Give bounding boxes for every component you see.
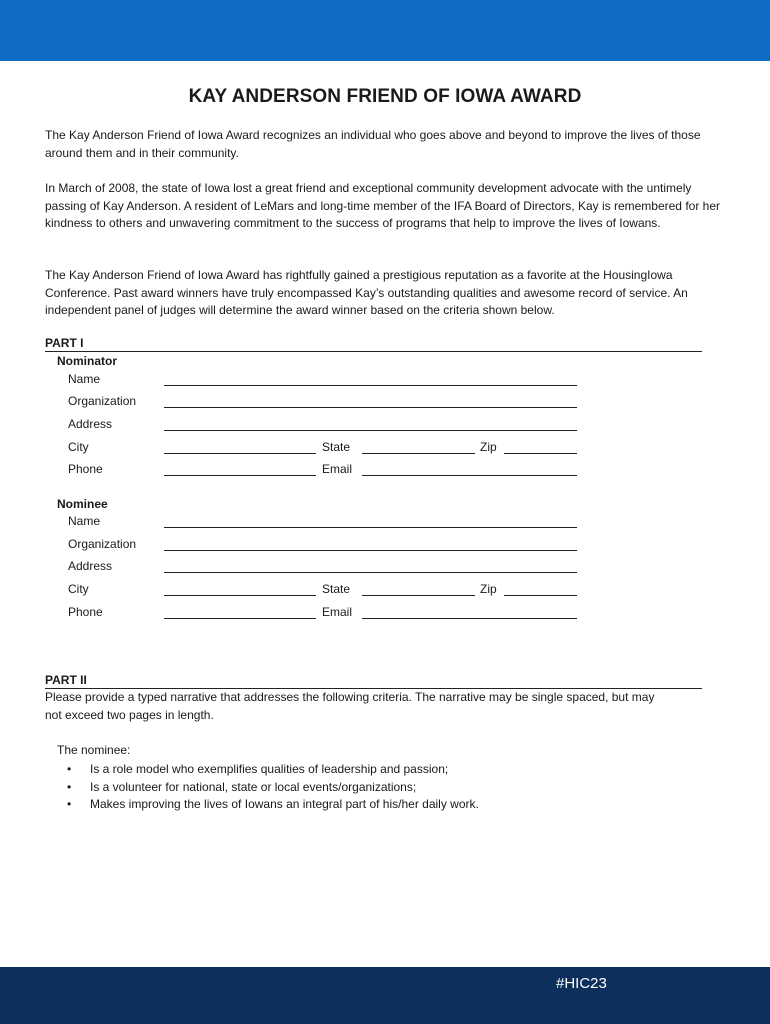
nominator-organization-field[interactable] [164,407,577,408]
criteria-list [67,761,479,814]
nominee-name-field[interactable] [164,527,577,528]
header-bar [0,0,770,61]
part-two-heading: PART II [45,673,702,689]
nominator-email-field[interactable] [362,475,577,476]
nominator-state-label: State [322,440,351,454]
nominee-organization-field[interactable] [164,550,577,551]
nominator-city-label: City [68,440,89,454]
nominator-label: Nominator [57,354,117,368]
nominee-phone-label: Phone [68,605,103,619]
nominator-address-field[interactable] [164,430,577,431]
footer-bar [0,967,770,1024]
nominee-organization-label: Organization [68,537,137,551]
nominee-city-field[interactable] [164,595,316,596]
nominee-city-label: City [68,582,89,596]
footer-hashtag: #HIC23 [556,975,607,992]
page-title: KAY ANDERSON FRIEND OF IOWA AWARD [188,86,582,107]
intro-paragraph-3: The Kay Anderson Friend of Iowa Award has rightfully gained a prestigious reputation as a favorite at the HousingIowa Conference. Past award winners have truly encompassed Kay’s outstanding qualities and awesome record of service. An independent panel of judges will determine the award winner based on the criteria shown below. [45,268,688,318]
criteria-item: • Is a role model who exemplifies qualities of leadership and passion; [67,761,479,779]
nominee-address-label: Address [68,559,113,573]
nominee-address-field[interactable] [164,572,577,573]
nominee-email-label: Email [322,605,353,619]
nominee-phone-field[interactable] [164,618,316,619]
part-two-instructions: Please provide a typed narrative that addresses the following criteria. The narrative may be single spaced, but may not exceed two pages in length. [45,690,655,722]
nominator-zip-label: Zip [480,440,497,454]
nominator-state-field[interactable] [362,453,475,454]
criteria-item: • Is a volunteer for national, state or local events/organizations; [67,779,479,797]
nominator-city-field[interactable] [164,453,316,454]
nominator-phone-field[interactable] [164,475,316,476]
nominee-label: Nominee [57,497,108,511]
intro-paragraph-2: In March of 2008, the state of Iowa lost a great friend and exceptional community development advocate with the untimely passing of Kay Anderson. A resident of LeMars and long-time member of the IFA Board of Directors, Kay is remembered for her kindness to others and unwavering commitment to the success of programs that help to improve the lives of Iowans. [45,181,720,231]
nominator-address-label: Address [68,417,113,431]
criteria-intro: The nominee: [57,743,131,757]
part-one-heading: PART I [45,336,702,352]
nominator-email-label: Email [322,462,353,476]
nominee-zip-label: Zip [480,582,497,596]
nominator-phone-label: Phone [68,462,103,476]
nominator-name-label: Name [68,372,101,386]
criteria-item: • Makes improving the lives of Iowans an integral part of his/her daily work. [67,796,479,814]
nominator-name-field[interactable] [164,385,577,386]
nominee-name-label: Name [68,514,101,528]
intro-paragraph-1: The Kay Anderson Friend of Iowa Award recognizes an individual who goes above and beyond to improve the lives of those around them and in their community. [45,128,701,160]
nominee-state-label: State [322,582,351,596]
nominator-zip-field[interactable] [504,453,577,454]
nominee-email-field[interactable] [362,618,577,619]
nominator-organization-label: Organization [68,394,137,408]
nominee-state-field[interactable] [362,595,475,596]
nominee-zip-field[interactable] [504,595,577,596]
